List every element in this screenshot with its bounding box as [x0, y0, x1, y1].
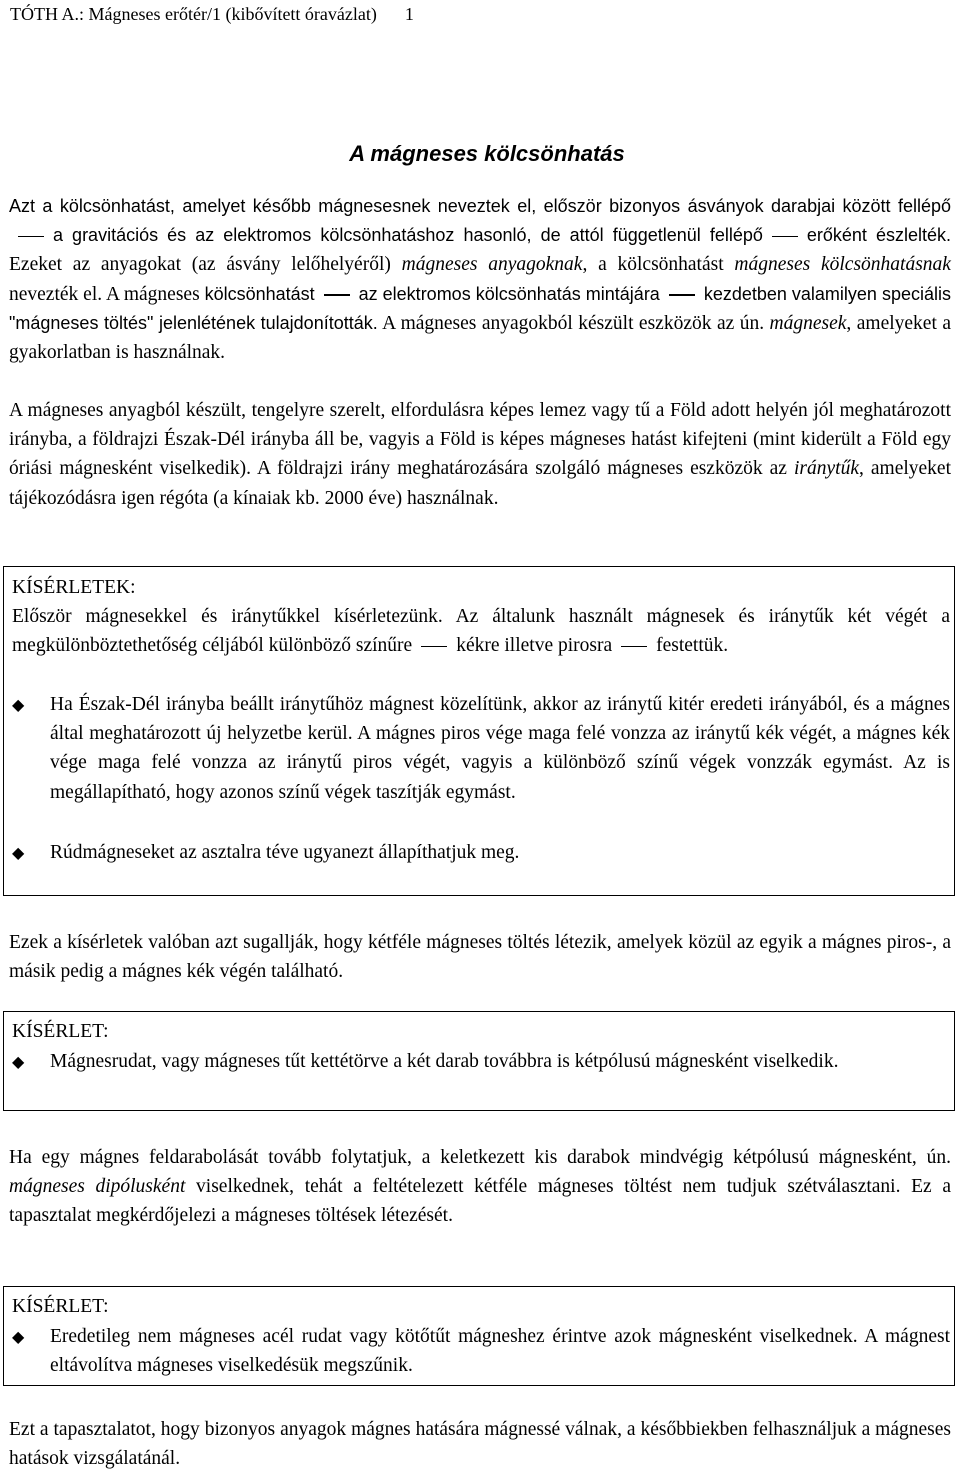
text-span: Ezeket az anyagokat (az ásvány lelőhelyéről) [9, 254, 391, 276]
text-span: az elektromos kölcsönhatás mintájára [358, 283, 660, 304]
box-title: KÍSÉRLET: [12, 1296, 109, 1317]
emphasis-text: mágneses kölcsönhatásnak [734, 254, 951, 276]
page-number: 1 [404, 4, 414, 24]
text-span: erőként észlelték. [806, 225, 951, 246]
diamond-bullet-icon: ◆ [12, 1327, 25, 1346]
text-span: kölcsönhatást [204, 283, 315, 304]
experiments-intro [12, 602, 950, 660]
paragraph-5: Ezt a tapasztalatot, hogy bizonyos anyagok mágnes hatására mágnessé válnak, a későbbiekben felhasználjuk a mágneses hatások vizsgálatánál. [9, 1419, 951, 1470]
paragraph-3: Ezek a kísérletek valóban azt sugallják, hogy kétféle mágneses töltés létezik, amelyek közül az egyik a mágnes piros-, a másik pedig a mágnes kék végén található. [9, 932, 951, 983]
dash-separator [772, 236, 798, 237]
text-span: viselkednek, tehát a feltételezett kétféle mágneses töltést nem tudjuk szétválasztani. Ez a tapasztalat megkérdőjelezi a mágneses töltések létezését. [9, 1176, 951, 1227]
bullet-text: Ha Észak-Dél irányba beállt iránytűhöz mágnest közelítünk, akkor az iránytű kitér eredeti irányából, és a mágnes által meghatározott új helyzetbe kerül. A mágnes piros vége maga felé vonzza az iránytű kék végét, a mágnes kék vége maga felé vonzza az iránytű piros végét, vagyis a különböző színű végek vonzzák egymást. Az is megállapítható, hogy azonos színű végek taszítják egymást. [50, 694, 950, 803]
emphasis-text: mágnesek [769, 312, 847, 334]
experiment-box-3 [3, 1286, 955, 1386]
text-span: Ha egy mágnes feldarabolását tovább folytatjuk, a keletkezett kis darabok mindvégig kétpólusú mágnesként, ún. [9, 1147, 951, 1168]
bullet-text: Eredetileg nem mágneses acél rudat vagy kötőtűt mágneshez érintve azok mágnesként viselkednek. A mágnest eltávolítva mágneses viselkedésük megszűnik. [50, 1326, 950, 1377]
text-span: , amelyeket tájékozódásra igen régóta (a kínaiak kb. 2000 éve) használnak. [9, 458, 952, 509]
running-header [10, 2, 414, 26]
dash-separator [669, 294, 695, 295]
text-span: a gravitációs és az elektromos kölcsönhatáshoz hasonló, de attól függetlenül fellépő [53, 225, 763, 246]
text-span: festettük. [656, 635, 729, 657]
emphasis-text: iránytűk [794, 458, 859, 480]
text-span: A mágneses anyagból készült, tengelyre szerelt, elfordulásra képes lemez vagy tű a Föld adott helyén jól meghatározott irányba, a földrajzi Észak-Dél irányba áll be, vagyis a Föld is képes mágneses hatást kifejteni (mint kiderült a Föld egy óriási mágnesként viselkedik). A földrajzi irány meghatározására szolgáló mágneses eszközök az [9, 400, 951, 480]
text-span: nevezték el. [9, 283, 103, 305]
text-span: , amelyeket a gyakorlatban is használnak. [9, 312, 951, 364]
bullet-text: Mágnesrudat, vagy mágneses tűt kettétörve a két darab továbbra is kétpólusú mágnesként viselkedik. [50, 1051, 839, 1072]
text-span: kékre illetve pirosra [456, 635, 613, 657]
text-span: , a kölcsönhatást [582, 254, 724, 276]
emphasis-text: mágneses anyagoknak [401, 254, 583, 276]
diamond-bullet-icon: ◆ [12, 695, 25, 714]
experiments-box [3, 566, 955, 896]
bullet-item [12, 838, 950, 867]
bullet-text: Rúdmágneseket az asztalra téve ugyanezt állapíthatjuk meg. [50, 842, 520, 863]
dash-separator [18, 236, 44, 237]
section-title: A mágneses kölcsönhatás [349, 141, 625, 166]
diamond-bullet-icon: ◆ [12, 1052, 25, 1071]
intro-paragraph-2 [9, 396, 951, 513]
dash-separator [421, 646, 447, 647]
emphasis-text: mágneses dipólusként [9, 1176, 186, 1198]
paragraph-4 [9, 1143, 951, 1231]
bullet-item [12, 1047, 950, 1076]
text-span: Először mágnesekkel és iránytűkkel kísérletezünk. Az általunk használt mágnesek és iránytűk két végét a megkülönböztethetőség céljából különböző színűre [12, 606, 950, 657]
text-span: Azt a kölcsönhatást, amelyet később mágnesesnek neveztek el, először bizonyos ásványok darabjai között fellépő [9, 196, 951, 216]
text-span: A mágneses [105, 283, 200, 305]
box-title: KÍSÉRLET: [12, 1021, 109, 1042]
dash-separator [324, 294, 350, 295]
bullet-item [12, 1322, 950, 1380]
text-span: A mágneses anyagokból készült eszközök az ún. [382, 312, 765, 334]
diamond-bullet-icon: ◆ [12, 843, 25, 862]
text-span: kezdetben valamilyen speciális "mágneses töltés" jelenlétének tulajdonították. [9, 283, 951, 333]
experiment-box-2 [3, 1011, 955, 1111]
running-title: TÓTH A.: Mágneses erőtér/1 (kibővített óravázlat) [10, 4, 377, 24]
bullet-item [12, 690, 950, 807]
dash-separator [621, 646, 647, 647]
intro-paragraph-1 [9, 192, 951, 367]
box-title: KÍSÉRLETEK: [12, 577, 136, 598]
